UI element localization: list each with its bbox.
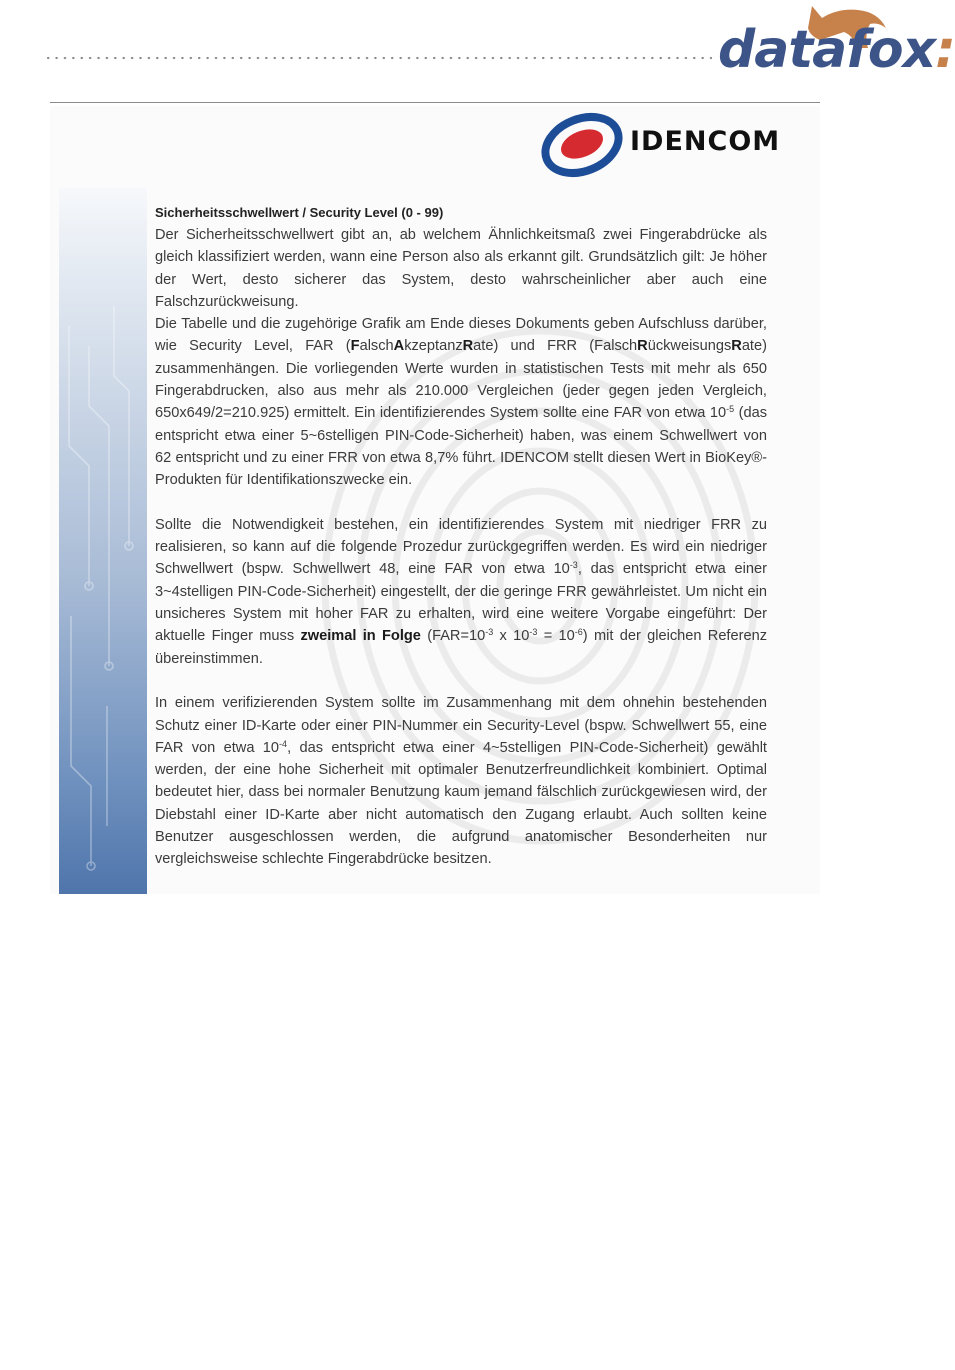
brand-wordmark: datafox:	[718, 20, 955, 80]
circuit-pattern	[59, 286, 147, 886]
header-rule	[50, 102, 820, 103]
header-dotted-line	[44, 56, 712, 60]
paragraph-verification: In einem verifizierenden System sollte im Zusammenhang mit dem ohnehin bestehenden Schutz einer ID-Karte oder einer PIN-Nummer ein Security-Level (bspw. Schwellwert 55, eine FAR von etwa $10^{-4}$, das entspricht etwa einer 4~5stelligen PIN-Code-Sicherheit) gewählt werden, der eine hohe Sicherheit mit optimaler Benutzerfreundlichkeit kombiniert. Optimal bedeutet hier, dass bei normaler Benutzung kaum jemand fälschlich zurückgewiesen wird, der Diebstahl einer ID-Karte aber nicht automatisch den Zugang erlaubt. Auch sollten keine Benutzer ausgeschlossen werden, die aufgrund anatomischer Besonderheiten nur vergleichsweise schlechte Fingerabdrücke besitzen.	[155, 695, 767, 868]
section-heading: Sicherheitsschwellwert / Security Level (0 - 99)	[155, 205, 444, 220]
idencom-swirl-icon	[538, 108, 628, 178]
datafox-logo	[718, 0, 955, 90]
paragraph-low-frr: Sollte die Notwendigkeit bestehen, ein identifizierendes System mit niedriger FRR zu realisieren, so kann auf die folgende Prozedur zurückgegriffen werden. Es wird ein niedriger Schwellwert (bspw. Schwellwert 48, eine FAR von etwa $10^{-3}$, das entspricht etwa einer 3~4stelligen PIN-Code-Sicherheit) eingestellt, der die geringe FRR gewährleistet. Um nicht ein unsicheres System mit hoher FAR zu erhalten, wird eine weitere Vorgabe eingeführt: Der aktuelle Finger muss zweimal in Folge ($FAR=10^{-3}$ x $10^{-3} = 10^{-6}$) mit der gleichen Referenz übereinstimmen.	[155, 516, 767, 667]
paragraph-intro: Der Sicherheitsschwellwert gibt an, ab welchem Ähnlichkeitsmaß zwei Fingerabdrücke als gleich klassifiziert werden, wann eine Person also als erkannt gilt. Grundsätzlich gilt: Je höher der Wert, desto sicherer das System, desto wahrscheinlicher aber auch eine Falschzurückweisung.	[155, 227, 767, 310]
document-body	[155, 205, 767, 871]
idencom-logo	[538, 108, 818, 178]
scanned-page	[50, 106, 820, 894]
paragraph-far-frr: Die Tabelle und die zugehörige Grafik am Ende dieses Dokuments geben Aufschluss darüber, wie Security Level, FAR (FalschAkzeptanzRate) und FRR (FalschRückweisungsRate) zusammenhängen. Die vorliegenden Werte wurden in statistischen Tests mit mehr als 650 Fingerabdrucken, also aus mehr als 210.000 Vergleichen (jeder gegen jeden Vergleich, 650x649/2=210.925) ermittelt. Ein identifizierendes System sollte eine FAR von etwa $10^{-5}$ (das entspricht etwa einer 5~6stelligen PIN-Code-Sicherheit) haben, was einem Schwellwert von 62 entspricht und zu einer FRR von etwa 8,7% führt. IDENCOM stellt diesen Wert in BioKey®-Produkten für Identifikationszwecke ein.	[155, 316, 767, 489]
idencom-wordmark: IDENCOM	[630, 126, 781, 157]
